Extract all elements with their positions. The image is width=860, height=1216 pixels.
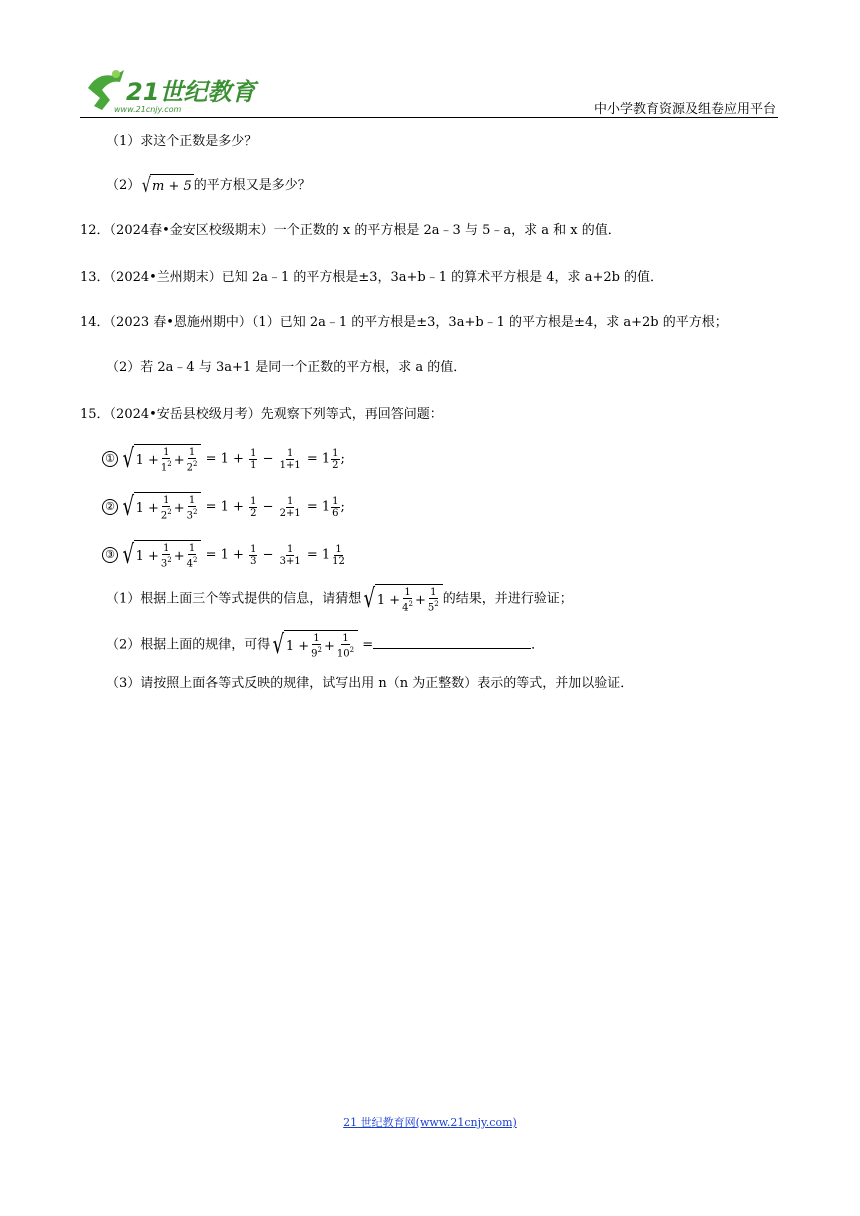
equation-2: ② √ 1 + $\frac{1}{2^2}$ + $\frac{1}{3^2}$ = 1 + $\frac{1}{2}$ − $\frac{1}{2+1}$ = 1 $\frac{1}{6}$ ; xyxy=(102,492,345,522)
footer xyxy=(0,1114,860,1130)
logo-text: 21世纪教育 xyxy=(126,78,256,106)
question-14-part1: 14．（2023 春•恩施州期中）（1）已知 2a﹣1 的平方根是±3，3a+b﹣1 的平方根是±4，求 a+2b 的平方根； xyxy=(80,315,728,330)
question-12: 12．（2024春•金安区校级期末）一个正数的 x 的平方根是 2a﹣3 与 5﹣a，求 a 和 x 的值． xyxy=(80,223,621,238)
logo-url: www.21cnjy.com xyxy=(114,105,182,114)
q11-part1: （1）求这个正数是多少？ xyxy=(106,134,258,149)
header-rule xyxy=(80,117,778,118)
question-15-stem: 15．（2024•安岳县校级月考）先观察下列等式，再回答问题： xyxy=(80,407,443,422)
footer-link[interactable]: 21 世纪教育网(www.21cnjy.com) xyxy=(343,1116,517,1129)
question-15-part3: （3）请按照上面各等式反映的规律，试写出用 n（n 为正整数）表示的等式，并加以验证． xyxy=(106,676,634,691)
question-13: 13．（2024•兰州期末）已知 2a﹣1 的平方根是±3，3a+b﹣1 的算术平方根是 4，求 a+2b 的值． xyxy=(80,270,664,285)
question-15-part2: （2）根据上面的规律，可得 √ 1 + $\frac{1}{9^2}$ + $\frac{1}{10^2}$ = ． xyxy=(106,630,545,660)
brand-logo xyxy=(80,66,260,116)
equation-3: ③ √ 1 + $\frac{1}{3^2}$ + $\frac{1}{4^2}$ = 1 + $\frac{1}{3}$ − $\frac{1}{3+1}$ = 1 $\frac{1}{12}$ xyxy=(102,540,347,570)
question-15-part1: （1）根据上面三个等式提供的信息，请猜想 √ 1 + $\frac{1}{4^2}$ + $\frac{1}{5^2}$ 的结果，并进行验证； xyxy=(106,584,573,614)
equation-1: ① √ 1 + $\frac{1}{1^2}$ + $\frac{1}{2^2}$ = 1 + $\frac{1}{1}$ − $\frac{1}{1+1}$ = 1 $\frac{1}{2}$ ; xyxy=(102,444,345,474)
answer-blank[interactable] xyxy=(373,636,531,649)
platform-title: 中小学教育资源及组卷应用平台 xyxy=(593,102,776,117)
q11-part2: （2） √ m + 5 的平方根又是多少？ xyxy=(106,173,311,197)
question-14-part2: （2）若 2a﹣4 与 3a+1 是同一个正数的平方根，求 a 的值． xyxy=(106,360,467,375)
sqrt-m-plus-5: √ m + 5 xyxy=(142,173,192,197)
